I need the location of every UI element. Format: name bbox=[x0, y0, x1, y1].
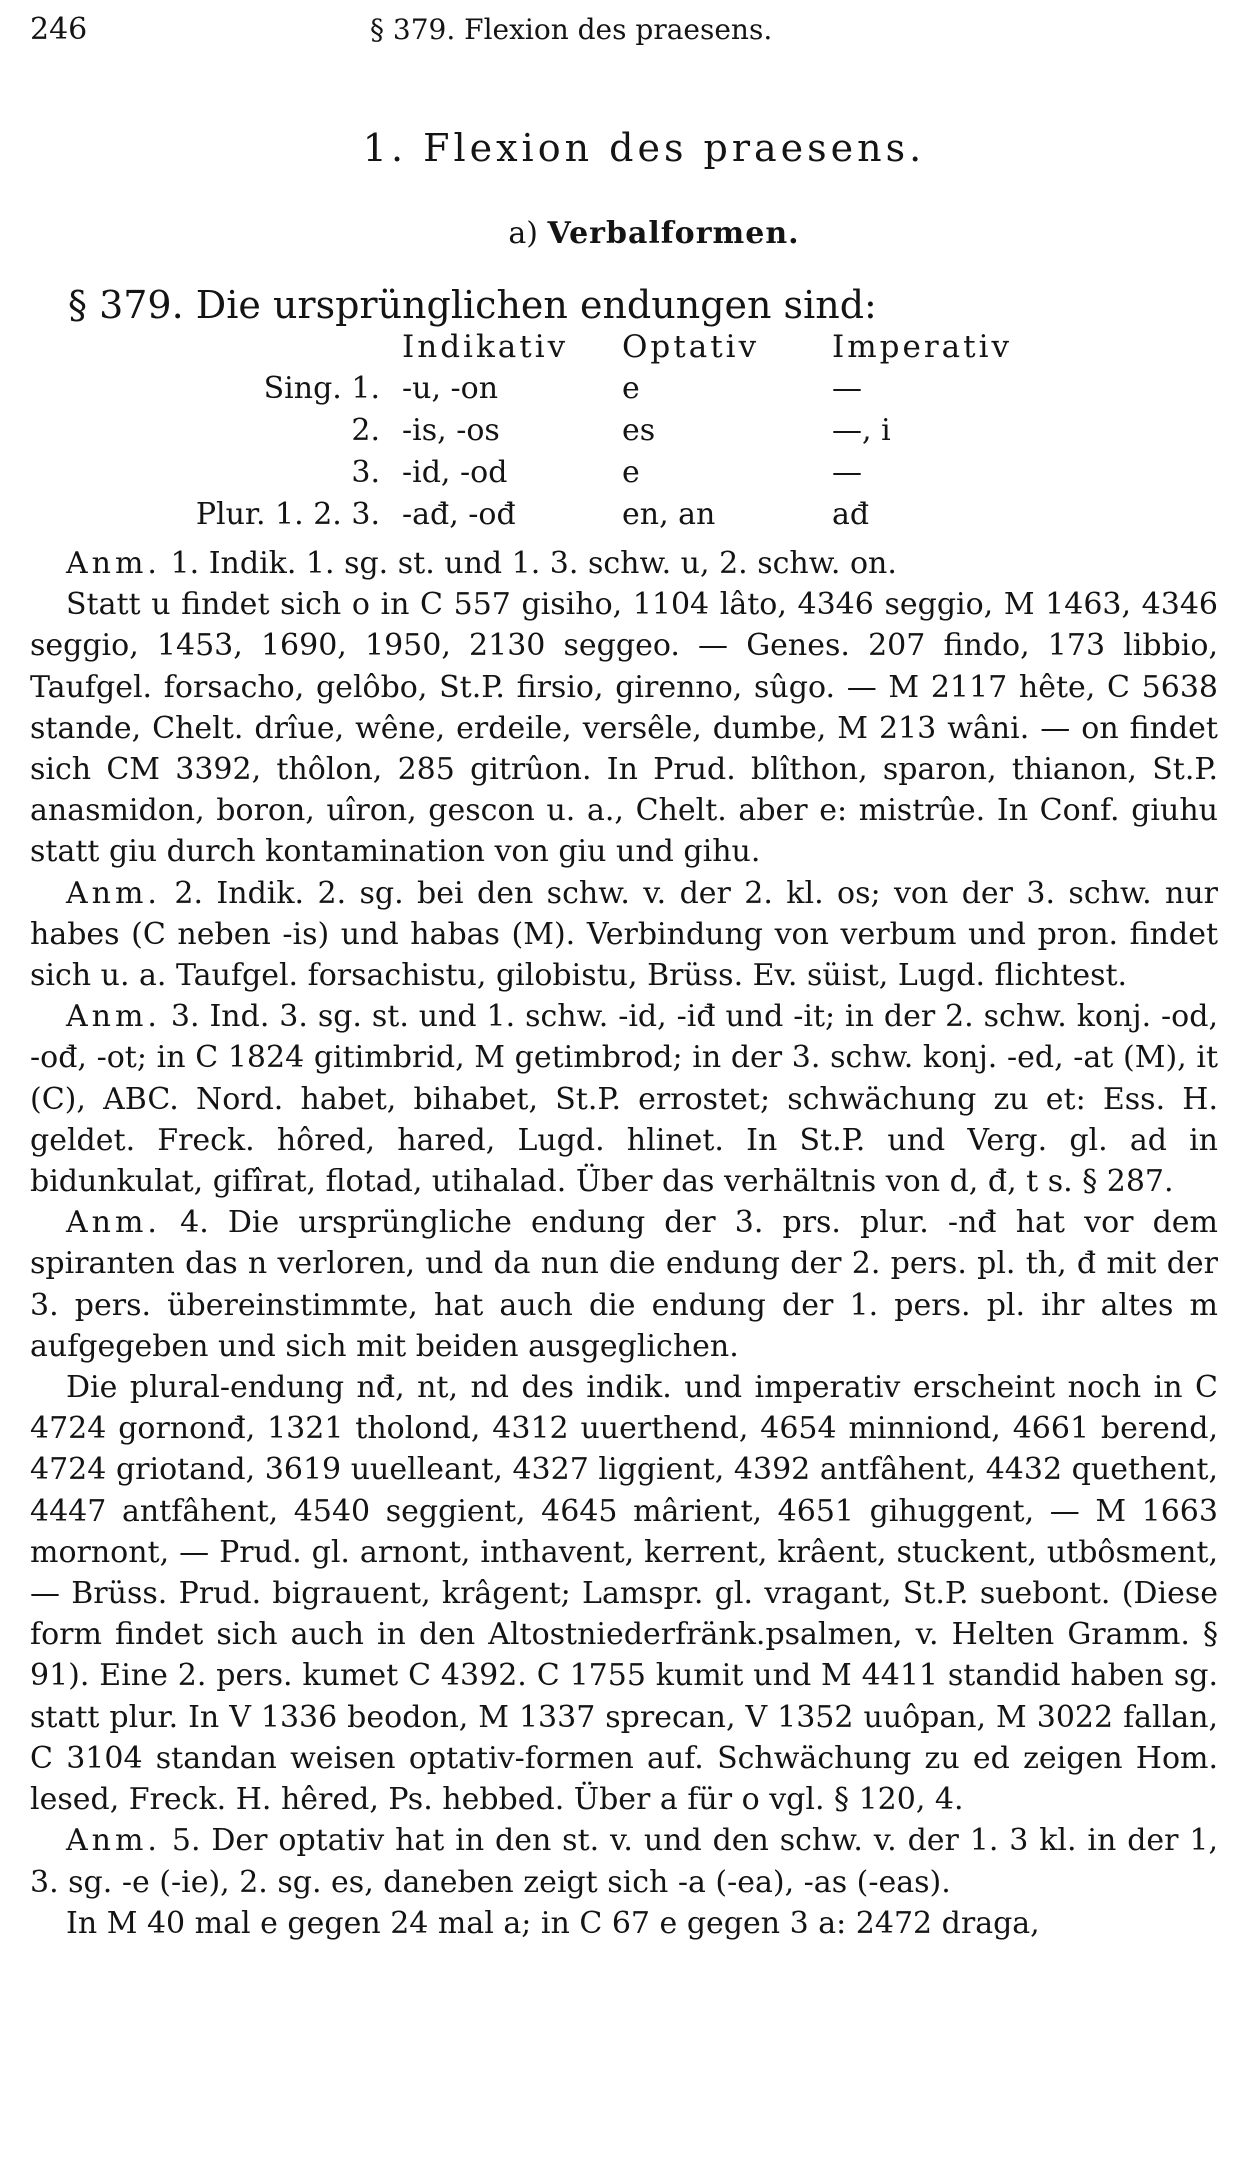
endings-table bbox=[115, 327, 1032, 537]
endings-row bbox=[115, 411, 1032, 453]
cell-optativ: e bbox=[622, 455, 640, 490]
note-paragraph bbox=[30, 543, 1218, 584]
section-heading: § 379. Die ursprünglichen endungen sind: bbox=[68, 283, 877, 327]
cell-optativ: e bbox=[622, 371, 640, 406]
note-label: Anm. bbox=[66, 546, 161, 581]
running-title: § 379. Flexion des praesens. bbox=[370, 13, 773, 46]
subsection-name: Verbalformen. bbox=[547, 216, 800, 251]
note-text: 1. Indik. 1. sg. st. und 1. 3. schw. u, 2. schw. on. bbox=[170, 546, 897, 581]
note-text: 5. Der optativ hat in den st. v. und den schw. v. der 1. 3 kl. in der 1, 3. sg. -e (-ie), 2. sg. es, daneben zeigt sich -a (-ea), -as (-eas). bbox=[30, 1823, 1218, 1900]
endings-row bbox=[115, 453, 1032, 495]
subsection-prefix: a) bbox=[508, 216, 538, 251]
cell-indikativ: -id, -od bbox=[402, 455, 508, 490]
row-label: Plur. 1. 2. 3. bbox=[195, 497, 380, 532]
cell-optativ: es bbox=[622, 413, 656, 448]
col-header-imperativ: Imperativ bbox=[832, 329, 1013, 365]
note-text: 4. Die ursprüngliche endung der 3. prs. plur. -nđ hat vor dem spiranten das n verloren, und da nun die endung der 2. pers. pl. th, đ mit der 3. pers. übereinstimmte, hat auch die endung der 1. pers. pl. ihr altes m aufgegeben und sich mit beiden ausgeglichen. bbox=[30, 1205, 1218, 1364]
cell-imperativ: — bbox=[832, 455, 862, 490]
note-paragraph bbox=[30, 873, 1218, 997]
note-label: Anm. bbox=[66, 1205, 161, 1241]
notes-body bbox=[30, 543, 1218, 1944]
note-paragraph bbox=[30, 1820, 1218, 1902]
note-text: Die plural-endung nđ, nt, nd des indik. und imperativ erscheint noch in C 4724 gornonđ, 1321 tholond, 4312 uuerthend, 4654 minniond, 4661 berend, 4724 griotand, 3619 uuelleant, 4327 liggient, 4392 antfâhent, 4432 quethent, 4447 antfâhent, 4540 seggient, 4645 mârient, 4651 gihuggent, — M 1663 mornont, — Prud. gl. arnont, inthavent, kerrent, krâent, stuckent, utbôsment, — Brüss. Prud. bigrauent, krâgent; Lamspr. gl. vragant, St.P. suebont. (Diese form findet sich auch in den Altostniederfränk.psalmen, v. Helten Gramm. § 91). Eine 2. pers. kumet C 4392. C 1755 kumit und M 4411 standid haben sg. statt plur. In V 1336 beodon, M 1337 sprecan, V 1352 uuôpan, M 3022 fallan, C 3104 standan weisen optativ-formen auf. Schwächung zu ed zeigen Hom. lesed, Freck. H. hêred, Ps. hebbed. Über a für o vgl. § 120, 4. bbox=[30, 1370, 1218, 1818]
endings-row bbox=[115, 369, 1032, 411]
col-header-indikativ: Indikativ bbox=[402, 329, 569, 365]
cell-imperativ: — bbox=[832, 371, 862, 406]
row-label: 3. bbox=[351, 455, 380, 490]
note-label: Anm. bbox=[66, 1823, 161, 1859]
note-paragraph bbox=[30, 1202, 1218, 1367]
note-text: 3. Ind. 3. sg. st. und 1. schw. -id, -iđ und -it; in der 2. schw. konj. -od, -ođ, -ot; in C 1824 gitimbrid, M getimbrod; in der 3. schw. konj. -ed, -at (M), it (C), ABC. Nord. habet, bihabet, St.P. errostet; schwächung zu et: Ess. H. geldet. Freck. hôred, hared, Lugd. hlinet. In St.P. und Verg. gl. ad in bidunkulat, gifîrat, flotad, utihalad. Über das verhältnis von d, đ, t s. § 287. bbox=[30, 999, 1218, 1200]
row-label: Sing. 1. bbox=[263, 371, 380, 406]
note-text: 2. Indik. 2. sg. bei den schw. v. der 2. kl. os; von der 3. schw. nur habes (C neben -is) und habas (M). Verbindung von verbum und pron. findet sich u. a. Taufgel. forsachistu, gilobistu, Brüss. Ev. süist, Lugd. flichtest. bbox=[30, 875, 1218, 994]
running-header bbox=[30, 12, 1218, 58]
endings-header-row bbox=[115, 327, 1032, 369]
note-text: In M 40 mal e gegen 24 mal a; in C 67 e gegen 3 a: 2472 draga, bbox=[66, 1905, 1040, 1941]
book-page bbox=[30, 12, 1218, 1944]
cell-indikativ: -ađ, -ođ bbox=[402, 497, 516, 532]
cell-indikativ: -u, -on bbox=[402, 371, 499, 406]
note-paragraph bbox=[30, 1903, 1218, 1944]
endings-row bbox=[115, 495, 1032, 537]
note-text: Statt u findet sich o in C 557 gisiho, 1104 lâto, 4346 seggio, M 1463, 4346 seggio, 1453, 1690, 1950, 2130 seggeo. — Genes. 207 findo, 173 libbio, Taufgel. forsacho, gelôbo, St.P. firsio, girenno, sûgo. — M 2117 hête, C 5638 stande, Chelt. drîue, wêne, erdeile, versêle, dumbe, M 213 wâni. — on findet sich CM 3392, thôlon, 285 gitrûon. In Prud. blîthon, sparon, thianon, St.P. anasmidon, boron, uîron, gescon u. a., Chelt. aber e: mistrûe. In Conf. giuhu statt giu durch kontamination von giu und gihu. bbox=[30, 587, 1218, 870]
cell-optativ: en, an bbox=[622, 497, 716, 532]
note-paragraph bbox=[30, 584, 1218, 872]
cell-indikativ: -is, -os bbox=[402, 413, 500, 448]
chapter-title: 1. Flexion des praesens. bbox=[362, 126, 926, 170]
note-paragraph bbox=[30, 1367, 1218, 1820]
note-label: Anm. bbox=[66, 999, 161, 1035]
cell-imperativ: ađ bbox=[832, 497, 870, 532]
cell-imperativ: —, i bbox=[832, 413, 891, 448]
col-header-optativ: Optativ bbox=[622, 329, 760, 365]
note-paragraph bbox=[30, 996, 1218, 1202]
note-label: Anm. bbox=[66, 875, 161, 911]
page-number: 246 bbox=[30, 12, 88, 47]
subsection-title bbox=[90, 216, 1218, 251]
row-label: 2. bbox=[351, 413, 380, 448]
